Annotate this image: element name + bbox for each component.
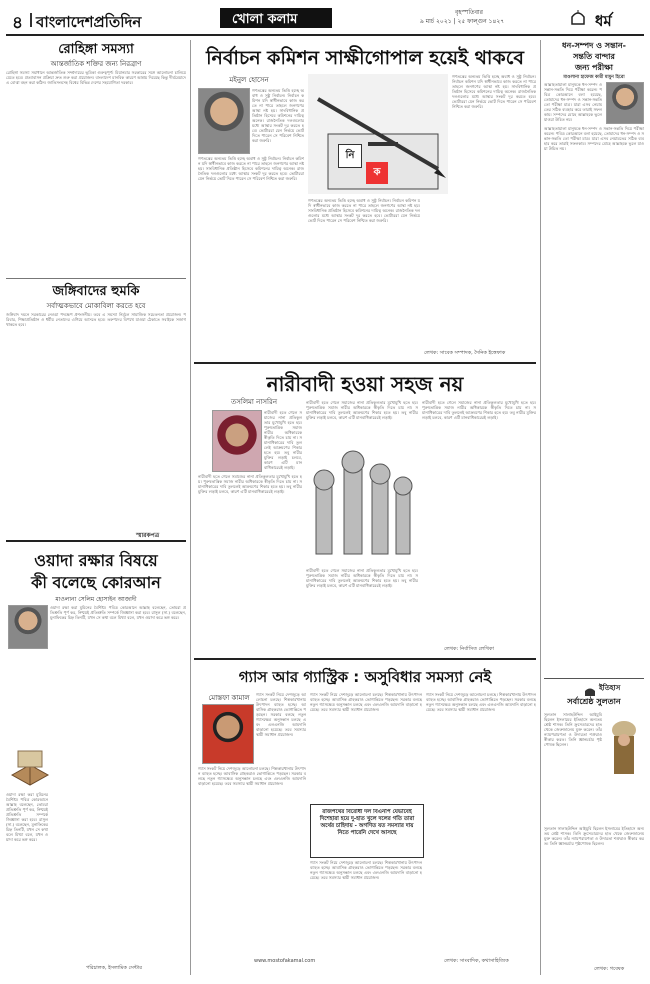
author-photo [202, 704, 254, 764]
author-photo [8, 605, 48, 649]
right-body-a: আল্লাহতায়ালা মানুষকে ধন-সম্পদ ও সন্তান-সন্ততি দিয়ে পরীক্ষা করেন। পবিত্র কোরআনে বলা হয়েছে, তোমাদের ধন-সম্পদ ও সন্তান-সন্ততি তো পরীক্ষা মাত্র। যারা এসব নেয়ামতের সঠিক ব্যবহার করে তারাই সফলকাম। সম্পদের মোহে আল্লাহকে ভুলে যাওয়া উচিত নয়। [544, 82, 602, 122]
jongi-body: জঙ্গিবাদ দমনে সরকারের নেওয়া পদক্ষেপ প্রশংসনীয়। তবে এ সমস্যা নির্মূলে সামাজিক সচেতনতা প্রয়োজন। পরিবার, শিক্ষাপ্রতিষ্ঠান ও ধর্মীয় নেতাদের এগিয়ে আসতে হবে। তরুণদের বিপথে যাওয়া ঠেকাতে সবাইকে সজাগ থাকতে হবে। [6, 312, 186, 327]
election-body-col2: গণতন্ত্রের অন্যতম ভিত্তি হচ্ছে অবাধ ও সুষ্ঠু নির্বাচন। নির্বাচন কমিশন যদি স্বাধীনভাবে কাজ করতে না পারে তাহলে জনগণের আস্থা নষ্ট হয়। সাংবিধানিক প্রতিষ্ঠান হিসেবে কমিশনের দায়িত্ব অনেক। রাজনৈতিক দলগুলোর মধ্যে আস্থার সংকট দূর করতে হবে। ভোটাররা যেন নির্ভয়ে ভোট দিতে পারেন সে পরিবেশ নিশ্চিত করা জরুরি। [308, 198, 420, 223]
quran-illustration [10, 745, 50, 789]
feminist-body-top: নারীবাদী হতে গেলে সমাজের নানা প্রতিকূলতার মুখোমুখি হতে হয়। পুরুষতান্ত্রিক সমাজ নারীর অধিকারকে স্বীকৃতি দিতে চায় না। সমানাধিকারের দাবি তুললেই আক্রমণের শিকার হতে হয়। তবু নারীর মুক্তির লড়াই চলবে, কারণ এটি মানবাধিকারেরই লড়াই। [306, 400, 418, 420]
gas-author: মোস্তফা কামাল [208, 694, 250, 702]
history-title: ইতিহাস [599, 684, 621, 692]
separator-bar [30, 13, 32, 27]
mosque-icon [570, 9, 586, 25]
promise-title-line2: কী বলেছে কোরআন [31, 573, 161, 592]
election-footer: লেখক: সাবেক সম্পাদক, দৈনিক ইত্তেফাক [424, 350, 506, 356]
right-body: আল্লাহতায়ালা মানুষকে ধন-সম্পদ ও সন্তান-সন্ততি দিয়ে পরীক্ষা করেন। পবিত্র কোরআনে বলা হয়েছে, তোমাদের ধন-সম্পদ ও সন্তান-সন্ততি তো পরীক্ষা মাত্র। যারা এসব নেয়ামতের সঠিক ব্যবহার করে তারাই সফলকাম। সম্পদের মোহে আল্লাহকে ভুলে যাওয়া উচিত নয়। [544, 126, 644, 151]
gas-footer: লেখক: সাংবাদিক, কথাসাহিত্যিক [444, 958, 509, 964]
ballot-illustration [308, 74, 448, 194]
rohingya-subtitle: আন্তর্জাতিক শক্তির জন্য নিরব্রাণ [50, 60, 142, 68]
divider [194, 658, 536, 660]
promise-body: ওয়াদা রক্ষা করা মুমিনের বৈশিষ্ট্য। পবিত্র কোরআনে আল্লাহ বলেছেন, তোমরা প্রতিশ্রুতি পূর্ণ কর, নিশ্চয়ই প্রতিশ্রুতি সম্পর্কে জিজ্ঞাসা করা হবে। রাসুল (সা.) বলেছেন, মুনাফিকের চিহ্ন তিনটি, যখন সে কথা বলে মিথ্যা বলে, যখন ওয়াদা করে ভঙ্গ করে। [50, 605, 186, 620]
jongi-title: জঙ্গিবাদের হুমকি [52, 284, 140, 299]
feminist-body-col2: নারীবাদী হতে গেলে সমাজের নানা প্রতিকূলতার মুখোমুখি হতে হয়। পুরুষতান্ত্রিক সমাজ নারীর অধিকারকে স্বীকৃতি দিতে চায় না। সমানাধিকারের দাবি তুললেই আক্রমণের শিকার হতে হয়। তবু নারীর মুক্তির লড়াই চলবে, কারণ এটি মানবাধিকারেরই লড়াই। [306, 568, 418, 588]
pull-quote: রাজপথের বিরোধী দল বিএনপি যেভাবেই দিশেহারা হয়ে দু-হাত খুলে দলের গতি তারা অর্থের চাহিদায় - অগণিত যত সমস্যার দায় নিতে পারেনি দেখে আসছে [319, 809, 415, 836]
weekday: বৃহস্পতিবার [455, 9, 483, 16]
gas-body-col3: গ্যাস সংকট নিয়ে দেশজুড়ে আলোচনা চলছে। শিল্পকারখানায় উৎপাদন ব্যাহত হচ্ছে। আবাসিক গ্রাহকরাও ভোগান্তিতে পড়ছেন। সরকার বলছে নতুন গ্যাসক্ষেত্র অনুসন্ধান চলছে এবং এলএনজি আমদানি বাড়ানো হয়েছে। তবে সমস্যার স্থায়ী সমাধান প্রয়োজন। [426, 692, 536, 712]
brand-logo: বাংলাদেশপ্রতিদিন [36, 13, 142, 31]
election-author: মইনুল হোসেন [229, 76, 269, 84]
history-subtitle: সর্বাশ্রেষ্ঠ সুলতান [567, 697, 621, 706]
gas-url: www.mostofakamal.com [254, 958, 316, 964]
ballot-tile-2: ক [366, 162, 388, 184]
feminist-body-col1b: নারীবাদী হতে গেলে সমাজের নানা প্রতিকূলতার মুখোমুখি হতে হয়। পুরুষতান্ত্রিক সমাজ নারীর অধিকারকে স্বীকৃতি দিতে চায় না। সমানাধিকারের দাবি তুললেই আক্রমণের শিকার হতে হয়। তবু নারীর মুক্তির লড়াই চলবে, কারণ এটি মানবাধিকারেরই লড়াই। [264, 410, 302, 470]
left-footer: পরিচালক, ইসলামিক সেন্টার [86, 965, 142, 971]
page-number: ৪ [12, 13, 24, 33]
right-title-line3: জন্য পরীক্ষা [575, 63, 613, 72]
history-body: সুলতান সালাহউদ্দিন আইয়ুবি ছিলেন ইসলামের ইতিহাসে অন্যতম শ্রেষ্ঠ শাসক। তিনি ক্রুসেডারদের হাত থেকে জেরুজালেম মুক্ত করেন। তাঁর ন্যায়পরায়ণতা ও উদারতা শত্রুরাও স্বীকার করত। তিনি জ্ঞানচর্চার পৃষ্ঠপোষক ছিলেন। [544, 712, 602, 747]
raised-fists-illustration [306, 444, 418, 564]
feminist-body-col3: নারীবাদী হতে গেলে সমাজের নানা প্রতিকূলতার মুখোমুখি হতে হয়। পুরুষতান্ত্রিক সমাজ নারীর অধিকারকে স্বীকৃতি দিতে চায় না। সমানাধিকারের দাবি তুললেই আক্রমণের শিকার হতে হয়। তবু নারীর মুক্তির লড়াই চলবে, কারণ এটি মানবাধিকারেরই লড়াই। [422, 400, 536, 420]
right-column [544, 40, 644, 975]
election-body-col1: গণতন্ত্রের অন্যতম ভিত্তি হচ্ছে অবাধ ও সুষ্ঠু নির্বাচন। নির্বাচন কমিশন যদি স্বাধীনভাবে কাজ করতে না পারে তাহলে জনগণের আস্থা নষ্ট হয়। সাংবিধানিক প্রতিষ্ঠান হিসেবে কমিশনের দায়িত্ব অনেক। রাজনৈতিক দলগুলোর মধ্যে আস্থার সংকট দূর করতে হবে। ভোটাররা যেন নির্ভয়ে ভোট দিতে পারেন সে পরিবেশ নিশ্চিত করা জরুরি। [252, 88, 304, 143]
jongi-subtitle: সর্বাত্মকভাবে মোকাবিলা করতে হবে [46, 302, 146, 310]
gas-article [194, 662, 536, 974]
election-body-col1b: গণতন্ত্রের অন্যতম ভিত্তি হচ্ছে অবাধ ও সুষ্ঠু নির্বাচন। নির্বাচন কমিশন যদি স্বাধীনভাবে কাজ করতে না পারে তাহলে জনগণের আস্থা নষ্ট হয়। সাংবিধানিক প্রতিষ্ঠান হিসেবে কমিশনের দায়িত্ব অনেক। রাজনৈতিক দলগুলোর মধ্যে আস্থার সংকট দূর করতে হবে। ভোটাররা যেন নির্ভয়ে ভোট দিতে পারেন সে পরিবেশ নিশ্চিত করা জরুরি। [198, 156, 304, 181]
masthead-rule [6, 34, 644, 36]
pull-quote-box [310, 804, 424, 858]
masthead [0, 0, 650, 36]
section-label: খোলা কলাম [232, 12, 298, 27]
gas-body-col1a: গ্যাস সংকট নিয়ে দেশজুড়ে আলোচনা চলছে। শিল্পকারখানায় উৎপাদন ব্যাহত হচ্ছে। আবাসিক গ্রাহকরাও ভোগান্তিতে পড়ছেন। সরকার বলছে নতুন গ্যাসক্ষেত্র অনুসন্ধান চলছে এবং এলএনজি আমদানি বাড়ানো হয়েছে। তবে সমস্যার স্থায়ী সমাধান প্রয়োজন। [256, 692, 306, 737]
feminist-article [194, 366, 536, 656]
right-footer: লেখক: গবেষক [594, 966, 625, 972]
history-icon [584, 682, 596, 692]
right-byline: মাওলানা হাফেজ কারী মামুন হিরো [563, 75, 625, 80]
gas-body-col2: গ্যাস সংকট নিয়ে দেশজুড়ে আলোচনা চলছে। শিল্পকারখানায় উৎপাদন ব্যাহত হচ্ছে। আবাসিক গ্রাহকরাও ভোগান্তিতে পড়ছেন। সরকার বলছে নতুন গ্যাসক্ষেত্র অনুসন্ধান চলছে এবং এলএনজি আমদানি বাড়ানো হয়েছে। তবে সমস্যার স্থায়ী সমাধান প্রয়োজন। [310, 692, 422, 712]
divider [6, 540, 186, 542]
gas-body-col2b: গ্যাস সংকট নিয়ে দেশজুড়ে আলোচনা চলছে। শিল্পকারখানায় উৎপাদন ব্যাহত হচ্ছে। আবাসিক গ্রাহকরাও ভোগান্তিতে পড়ছেন। সরকার বলছে নতুন গ্যাসক্ষেত্র অনুসন্ধান চলছে এবং এলএনজি আমদানি বাড়ানো হয়েছে। তবে সমস্যার স্থায়ী সমাধান প্রয়োজন। [310, 860, 422, 880]
right-title-line1: ধন-সম্পদ ও সন্তান- [561, 41, 626, 50]
election-body-col3: গণতন্ত্রের অন্যতম ভিত্তি হচ্ছে অবাধ ও সুষ্ঠু নির্বাচন। নির্বাচন কমিশন যদি স্বাধীনভাবে কাজ করতে না পারে তাহলে জনগণের আস্থা নষ্ট হয়। সাংবিধানিক প্রতিষ্ঠান হিসেবে কমিশনের দায়িত্ব অনেক। রাজনৈতিক দলগুলোর মধ্যে আস্থার সংকট দূর করতে হবে। ভোটাররা যেন নির্ভয়ে ভোট দিতে পারেন সে পরিবেশ নিশ্চিত করা জরুরি। [452, 74, 536, 109]
feminist-headline: নারীবাদী হওয়া সহজ নয় [266, 372, 464, 396]
smarakpatra-label: স্মারকপত্র [136, 532, 160, 539]
history-body-b: সুলতান সালাহউদ্দিন আইয়ুবি ছিলেন ইসলামের ইতিহাসে অন্যতম শ্রেষ্ঠ শাসক। তিনি ক্রুসেডারদের হাত থেকে জেরুজালেম মুক্ত করেন। তাঁর ন্যায়পরায়ণতা ও উদারতা শত্রুরাও স্বীকার করত। তিনি জ্ঞানচর্চার পৃষ্ঠপোষক ছিলেন। [544, 826, 644, 846]
promise-byline: মাওলানা সেলিম হোসাইন আজাদী [55, 596, 137, 603]
promise-body-left: ওয়াদা রক্ষা করা মুমিনের বৈশিষ্ট্য। পবিত্র কোরআনে আল্লাহ বলেছেন, তোমরা প্রতিশ্রুতি পূর্ণ কর, নিশ্চয়ই প্রতিশ্রুতি সম্পর্কে জিজ্ঞাসা করা হবে। রাসুল (সা.) বলেছেন, মুনাফিকের চিহ্ন তিনটি, যখন সে কথা বলে মিথ্যা বলে, যখন ওয়াদা করে ভঙ্গ করে। [6, 792, 48, 842]
right-title-line2: সন্ততি বান্দার [573, 52, 615, 61]
feminist-footer: লেখক: নির্বাসিত লেখিকা [444, 646, 494, 652]
divider [544, 678, 644, 679]
rohingya-title: রোহিঙ্গা সমস্যা [58, 42, 134, 57]
feminist-author: তসলিমা নাসরিন [230, 398, 278, 406]
gas-body-col1: গ্যাস সংকট নিয়ে দেশজুড়ে আলোচনা চলছে। শিল্পকারখানায় উৎপাদন ব্যাহত হচ্ছে। আবাসিক গ্রাহকরাও ভোগান্তিতে পড়ছেন। সরকার বলছে নতুন গ্যাসক্ষেত্র অনুসন্ধান চলছে এবং এলএনজি আমদানি বাড়ানো হয়েছে। তবে সমস্যার স্থায়ী সমাধান প্রয়োজন। [198, 766, 306, 786]
ballot-tile-1: নি [338, 144, 362, 168]
promise-title-line1: ওয়াদা রক্ষার বিষয়ে [34, 551, 158, 570]
election-headline: নির্বাচন কমিশন সাক্ষীগোপাল হয়েই থাকবে [206, 47, 524, 69]
column-divider-right [540, 40, 541, 975]
rohingya-body: রোহিঙ্গা সমস্যা সমাধানে আন্তর্জাতিক সম্প্রদায়ের ভূমিকা গুরুত্বপূর্ণ। মিয়ানমার সরকারের সঙ্গে আলোচনা চালিয়ে যেতে হবে। প্রত্যাবাসন প্রক্রিয়া দ্রুত শুরু করা প্রয়োজন। বাংলাদেশ মানবিক কারণে আশ্রয় দিয়েছে কিন্তু দীর্ঘমেয়াদে এ বোঝা বহন করা কঠিন। জাতিসংঘসহ বিশ্বের বিভিন্ন দেশের সহযোগিতা দরকার। [6, 70, 186, 85]
religion-label: ধর্ম [595, 12, 612, 30]
divider [6, 278, 186, 279]
election-article [194, 40, 536, 360]
author-photo [198, 88, 250, 154]
author-photo [606, 82, 644, 124]
gas-headline: গ্যাস আর গ্যাস্ট্রিক : অসুবিধার সমস্যা নেই [238, 668, 492, 686]
left-column [6, 40, 186, 975]
feminist-body-col1: নারীবাদী হতে গেলে সমাজের নানা প্রতিকূলতার মুখোমুখি হতে হয়। পুরুষতান্ত্রিক সমাজ নারীর অধিকারকে স্বীকৃতি দিতে চায় না। সমানাধিকারের দাবি তুললেই আক্রমণের শিকার হতে হয়। তবু নারীর মুক্তির লড়াই চলবে, কারণ এটি মানবাধিকারেরই লড়াই। [198, 474, 302, 494]
divider [194, 362, 536, 364]
column-divider-left [190, 40, 191, 975]
date-text: ৯ মার্চ ২০২১ | ২৫ ফাল্গুন ১৪২৭ [420, 18, 505, 25]
author-photo [212, 410, 262, 472]
history-illustration [606, 716, 642, 776]
